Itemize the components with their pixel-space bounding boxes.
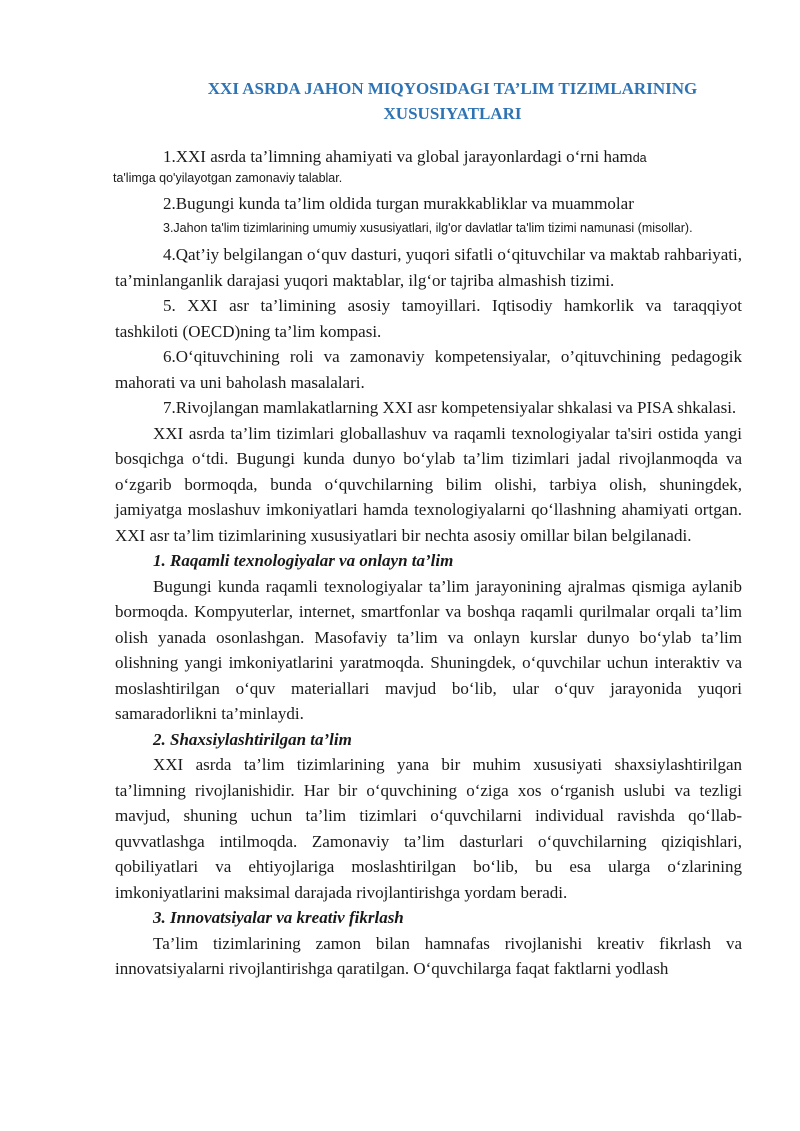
toc-item-1-continuation: ta'limga qo'yilayotgan zamonaviy talablar. <box>113 170 343 185</box>
toc-item-7: 7.Rivojlangan mamlakatlarning XXI asr kompetensiyalar shkalasi va PISA shkalasi. <box>163 398 737 417</box>
toc-item-6: 6.O‘qituvchining roli va zamonaviy kompetensiyalar, o’qituvchining pedagogik mahorati va uni baholash masalalari. <box>115 347 742 392</box>
section-3-text: Ta’lim tizimlarining zamon bilan hamnafas rivojlanishi kreativ fikrlash va innovatsiyalarni rivojlantirishga qaratilgan. O‘quvchilarga faqat faktlarni yodlash <box>115 933 742 978</box>
section-2-heading: 2. Shaxsiylashtirilgan ta’lim <box>153 729 352 749</box>
toc-item-1 <box>115 144 742 172</box>
toc-item-4: 4.Qat’iy belgilangan o‘quv dasturi, yuqori sifatli o‘qituvchilar va maktab rahbariyati, ta’minlanganlik darajasi yuqori maktablar, ilg‘or tajriba almashish tizimi. <box>115 245 742 290</box>
toc-item-1-small-a: da <box>632 151 647 165</box>
intro-paragraph: XXI asrda ta’lim tizimlari globallashuv va raqamli texnologiyalar ta'siri ostida yangi bosqichga o‘tdi. Bugungi kunda dunyo bo‘ylab ta’lim tizimlari jadal rivojlanmoqda va o‘zgarib bormoqda, bunda o‘quvchilarning bilim olishi, tarbiya olish, shuningdek, jamiyatga moslashuv imkoniyatlari hamda texnologiyalarni qo‘llashning ahamiyati ortgan. XXI asr ta’lim tizimlarining xususiyatlari bir nechta asosiy omillar bilan belgilanadi. <box>115 423 742 545</box>
toc-item-1-main: 1.XXI asrda ta’limning ahamiyati va global jarayonlardagi o‘rni ham <box>163 147 633 166</box>
toc-item-5: 5. XXI asr ta’limining asosiy tamoyillari. Iqtisodiy hamkorlik va taraqqiyot tashkiloti (OECD)ning ta’lim kompasi. <box>115 296 742 341</box>
section-1-heading: 1. Raqamli texnologiyalar va onlayn ta’lim <box>153 551 454 570</box>
section-3-heading: 3. Innovatsiyalar va kreativ fikrlash <box>153 908 404 927</box>
section-1-text: Bugungi kunda raqamli texnologiyalar ta’lim jarayonining ajralmas qismiga aylanib bormoqda. Kompyuterlar, internet, smartfonlar va boshqa raqamli qurilmalar orqali ta’lim olish yanada osonlashgan. Masofaviy ta’lim va onlayn kurslar dunyo bo‘ylab ta’lim olishning yangi imkoniyatlarini yaratmoqda. Shuningdek, o‘quvchilar uchun interaktiv va moslashtirilgan o‘quv materiallari mavjud bo‘lib, ular o‘quv jarayonida yuqori samaradorlikni ta’minlaydi. <box>115 576 742 723</box>
section-2-text: XXI asrda ta’lim tizimlarining yana bir muhim xususiyati shaxsiylashtirilgan ta’limning rivojlanishidir. Har bir o‘quvchining o‘ziga xos o‘rganish uslubi va tezligi mavjud, shuning uchun ta’lim tizimlari o‘quvchilarni individual ravishda qo‘llab-quvvatlashga intilmoqda. Zamonaviy ta’lim dasturlari o‘quvchilarning qiziqishlari, qobiliyatlari va ehtiyojlariga moslashtirilgan bo‘lib, bu esa ularga o‘zlarining imkoniyatlarini maksimal darajada rivojlantirishga yordam beradi. <box>115 755 742 902</box>
toc-item-3: 3.Jahon ta'lim tizimlarining umumiy xususiyatlari, ilg'or davlatlar ta'lim tizimi namunasi (misollar). <box>163 221 693 235</box>
document-title: XXI ASRDA JAHON MIQYOSIDAGI TA’LIM TIZIMLARINING XUSUSIYATLARI <box>207 79 698 123</box>
toc-item-2: 2.Bugungi kunda ta’lim oldida turgan murakkabliklar va muammolar <box>163 193 634 213</box>
